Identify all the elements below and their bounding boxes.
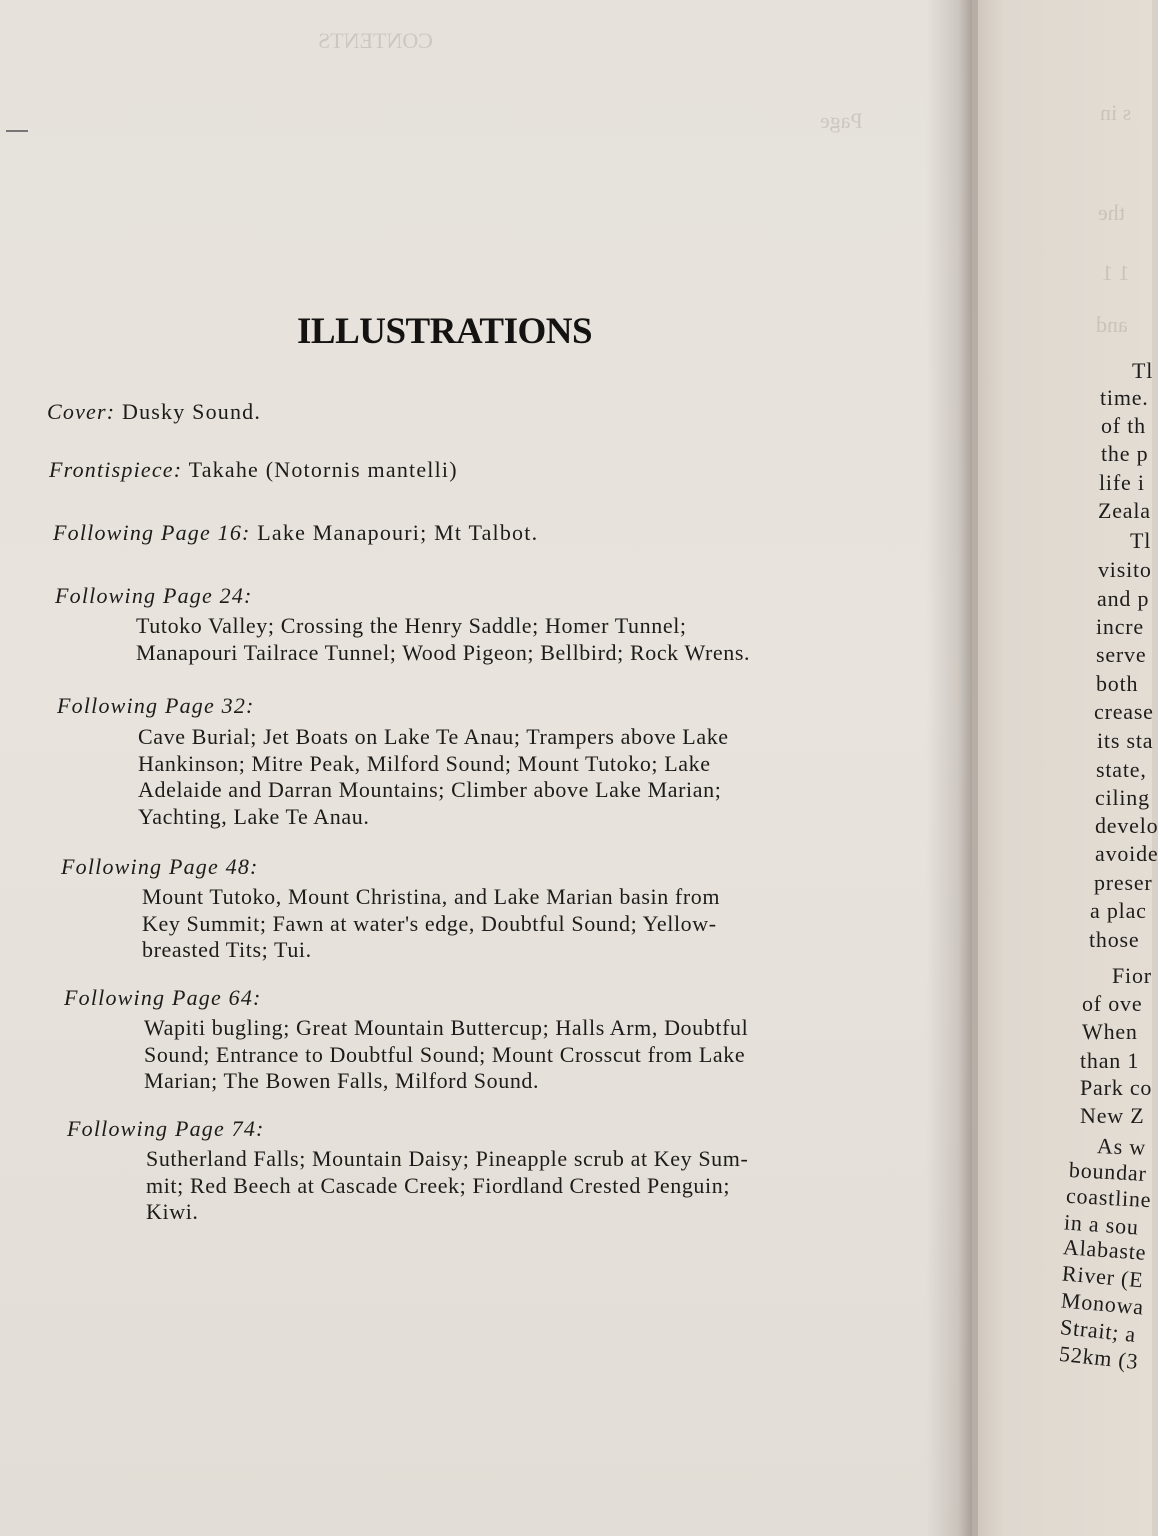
- show-through-text: and: [1096, 312, 1128, 337]
- entry-page-16: [53, 518, 538, 548]
- entry-page-74-text: [146, 1146, 748, 1226]
- right-page-line: ciling: [1095, 785, 1150, 810]
- entry-line: Sutherland Falls; Mountain Daisy; Pineapple scrub at Key Sum-: [146, 1146, 749, 1171]
- right-page-line: the p: [1101, 441, 1149, 466]
- right-page-line: Fior: [1112, 963, 1152, 988]
- right-page-line: of th: [1101, 413, 1146, 438]
- entry-line: Marian; The Bowen Falls, Milford Sound.: [144, 1068, 540, 1093]
- right-page-line: Strait; a: [1058, 1314, 1138, 1347]
- show-through-text: s in: [1100, 100, 1132, 125]
- right-page-line: than 1: [1080, 1048, 1140, 1073]
- entry-frontispiece: [49, 455, 458, 485]
- right-page-line: Tl: [1132, 358, 1154, 383]
- margin-mark: [6, 130, 28, 132]
- right-page-line: incre: [1096, 614, 1144, 639]
- entry-line: Key Summit; Fawn at water's edge, Doubtful Sound; Yellow-: [142, 910, 717, 936]
- right-page-line: Alabaste: [1062, 1234, 1148, 1265]
- right-page-line: time.: [1100, 385, 1149, 410]
- right-page-line: 52km (3: [1057, 1340, 1140, 1375]
- right-page-line: boundar: [1068, 1156, 1148, 1187]
- page-title: ILLUSTRATIONS: [297, 311, 593, 352]
- entry-label: Following Page 16:: [53, 520, 251, 545]
- right-page-line: avoide: [1095, 841, 1158, 866]
- right-page-line: a plac: [1090, 898, 1147, 923]
- right-page-line: both: [1096, 671, 1139, 696]
- show-through-text: CONTENTS: [318, 28, 433, 53]
- entry-page-48-label: Following Page 48:: [61, 854, 259, 879]
- entry-line: Kiwi.: [146, 1199, 199, 1224]
- entry-line: Yachting, Lake Te Anau.: [138, 803, 370, 829]
- right-page-line: its sta: [1097, 728, 1154, 753]
- entry-line: Adelaide and Darran Mountains; Climber above Lake Marian;: [138, 777, 722, 802]
- right-page-line: As w: [1096, 1133, 1147, 1160]
- right-page-line: River (E: [1061, 1260, 1145, 1293]
- right-page-line: preser: [1094, 870, 1153, 895]
- entry-page-32-label: Following Page 32:: [57, 693, 255, 718]
- entry-line: Wapiti bugling; Great Mountain Buttercup; Halls Arm, Doubtful: [144, 1015, 749, 1040]
- right-page-line: visito: [1098, 557, 1152, 582]
- entry-line: Manapouri Tailrace Tunnel; Wood Pigeon; Bellbird; Rock Wrens.: [136, 639, 751, 665]
- right-page-line: crease: [1094, 699, 1154, 724]
- right-page-line: those: [1089, 927, 1140, 952]
- entry-line: Hankinson; Mitre Peak, Milford Sound; Mount Tutoko; Lake: [138, 750, 711, 776]
- right-page-line: coastline: [1065, 1182, 1153, 1213]
- right-page-line: and p: [1097, 586, 1150, 611]
- entry-page-74-label: Following Page 74:: [67, 1116, 265, 1141]
- right-page-line: New Z: [1080, 1103, 1145, 1128]
- entry-page-32-text: [138, 724, 729, 830]
- right-page-line: of ove: [1082, 991, 1143, 1016]
- entry-label: Frontispiece:: [49, 457, 183, 482]
- entry-page-64-label: Following Page 64:: [64, 985, 262, 1010]
- right-page-line: state,: [1096, 757, 1147, 782]
- right-page-line: life i: [1099, 470, 1145, 495]
- entry-line: Sound; Entrance to Doubtful Sound; Mount Crosscut from Lake: [144, 1041, 746, 1067]
- entry-cover: [47, 397, 261, 427]
- entry-text: Dusky Sound.: [115, 399, 262, 424]
- right-page-line: Monowa: [1060, 1287, 1145, 1320]
- entry-line: breasted Tits; Tui.: [142, 937, 312, 962]
- entry-page-24-label: Following Page 24:: [55, 583, 253, 608]
- right-page-line: develo: [1095, 813, 1158, 838]
- entry-page-64-text: [144, 1015, 748, 1095]
- entry-line: Mount Tutoko, Mount Christina, and Lake Marian basin from: [142, 884, 721, 909]
- entry-text: Lake Manapouri; Mt Talbot.: [250, 520, 539, 545]
- entry-label: Cover:: [47, 399, 116, 424]
- entry-line: Cave Burial; Jet Boats on Lake Te Anau; Trampers above Lake: [138, 724, 729, 749]
- right-page-line: Park co: [1080, 1075, 1153, 1100]
- show-through-text: Page: [820, 108, 863, 133]
- right-page-line: When: [1082, 1019, 1138, 1044]
- show-through-text: 1 1: [1102, 260, 1130, 285]
- show-through-text: the: [1098, 200, 1125, 225]
- right-page-line: serve: [1096, 642, 1147, 667]
- entry-page-48-text: [142, 884, 720, 964]
- entry-page-24-text: [136, 613, 750, 666]
- entry-text: Takahe (Notornis mantelli): [182, 457, 458, 482]
- right-page-line: Tl: [1130, 528, 1152, 553]
- right-page-line: in a sou: [1063, 1209, 1140, 1240]
- right-page-line: Zeala: [1098, 498, 1151, 523]
- entry-line: mit; Red Beech at Cascade Creek; Fiordland Crested Penguin;: [146, 1172, 731, 1198]
- entry-line: Tutoko Valley; Crossing the Henry Saddle; Homer Tunnel;: [136, 613, 687, 638]
